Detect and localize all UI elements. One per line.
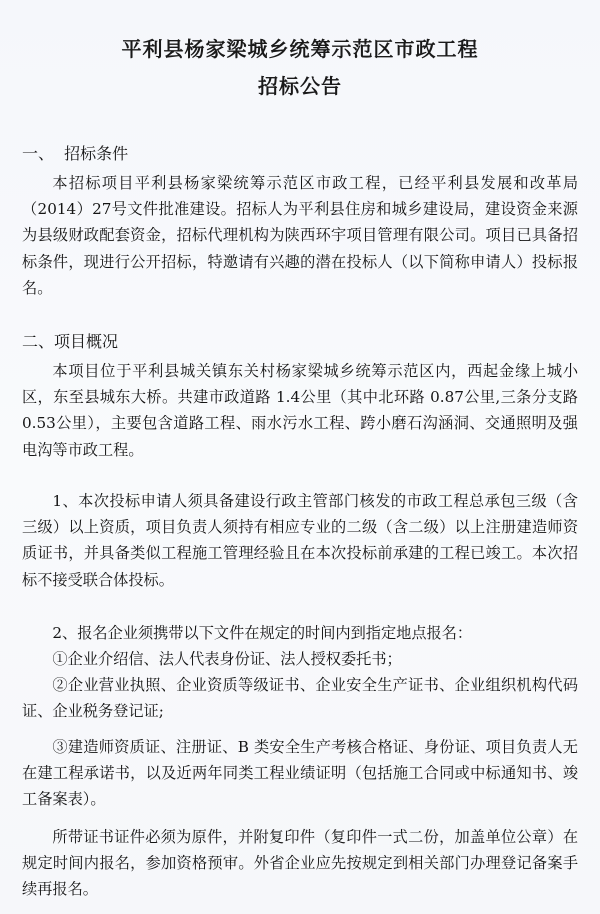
requirement-qualification: 1、本次投标申请人须具备建设行政主管部门核发的市政工程总承包三级（含三级）以上资质，项目负责人须持有相应专业的二级（含二级）以上注册建造师资质证书，并具备类似工程施工管理经验且在本次投标前承建的工程已竣工。本次招标不接受联合体投标。 (22, 492, 578, 589)
section-heading-conditions: 一、 招标条件 (22, 144, 129, 163)
section-heading-overview: 二、项目概况 (22, 332, 119, 351)
section-body-conditions: 本招标项目平利县杨家梁统筹示范区市政工程，已经平利县发展和改革局（2014）27号文件批准建设。招标人为平利县住房和城乡建设局，建设资金来源为县级财政配套资金，招标代理机构为陕西环宇项目管理有限公司。项目已具备招标条件，现进行公开招标，特邀请有兴趣的潜在投标人（以下简称申请人）投标报名。 (22, 174, 578, 297)
requirement-registration: 2、报名企业须携带以下文件在规定的时间内到指定地点报名： (52, 624, 473, 642)
document-list-item-3: ③建造师资质证、注册证、B 类安全生产考核合格证、身份证、项目负责人无在建工程承诺书，以及近两年同类工程业绩证明（包括施工合同或中标通知书、竣工备案表）。 (22, 738, 578, 809)
section-body-overview: 本项目位于平利县城关镇东关村杨家梁城乡统筹示范区内，西起金缘上城小区，东至县城东大桥。共建市政道路 1.4公里（其中北环路 0.87公里,三条分支路 0.53公里），主要包含道路工程、雨水污水工程、跨小磨石沟涵洞、交通照明及强电沟等市政工程。 (22, 362, 578, 459)
document-list-item-2: ②企业营业执照、企业资质等级证书、企业安全生产证书、企业组织机构代码证、企业税务登记证; (22, 676, 578, 721)
document-subtitle: 招标公告 (258, 74, 342, 98)
document-list-item-1: ①企业介绍信、法人代表身份证、法人授权委托书； (52, 650, 402, 668)
registration-note: 所带证书证件必须为原件，并附复印件（复印件一式二份，加盖单位公章）在规定时间内报名，参加资格预审。外省企业应先按规定到相关部门办理登记备案手续再报名。 (22, 828, 578, 899)
document-title: 平利县杨家梁城乡统筹示范区市政工程 (121, 37, 479, 61)
